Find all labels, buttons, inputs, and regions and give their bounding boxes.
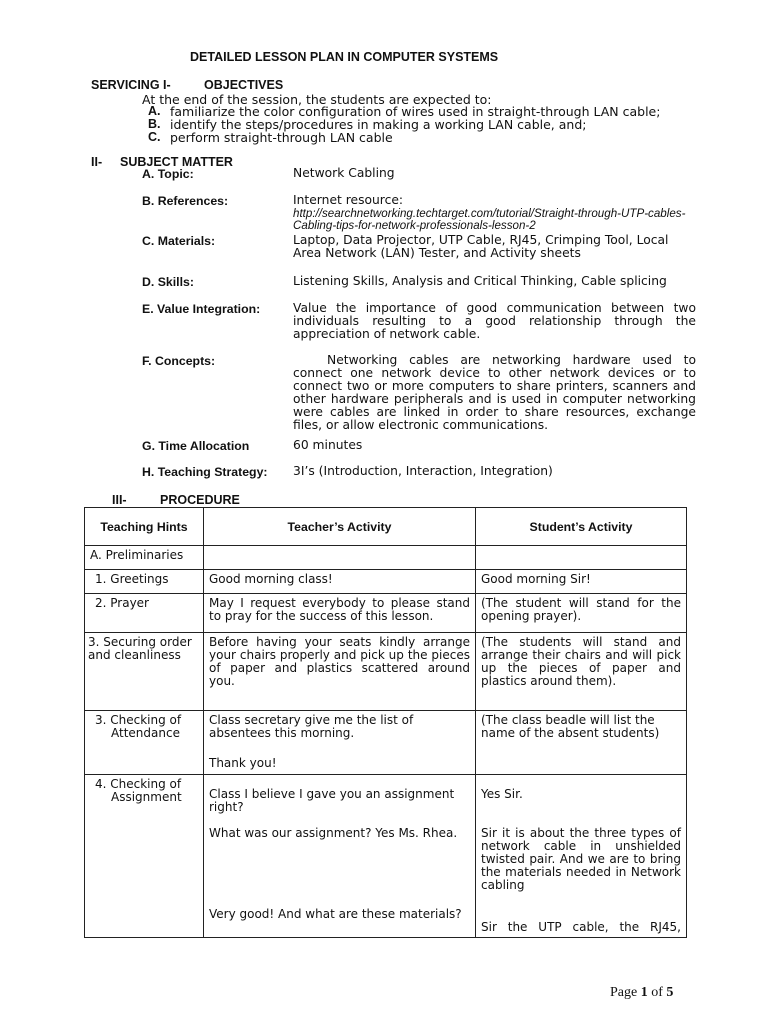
assignment-student-line-2: Sir it is about the three types of network cable in unshielded twisted pair. And we are to bring the materials needed in Network cabling [481, 826, 681, 892]
section-3-heading: PROCEDURE [160, 493, 240, 507]
page-total: 5 [666, 985, 674, 1000]
topic-label: A. Topic: [142, 167, 194, 181]
table-row [85, 633, 687, 711]
teacher-cell: Good morning class! [204, 570, 476, 594]
hint-cell [85, 775, 204, 938]
hint-cell: 3. Securing order and cleanliness [85, 633, 204, 711]
section-3-label: III- [112, 493, 127, 507]
column-header-student-activity: Student’s Activity [476, 508, 687, 546]
skills-label: D. Skills: [142, 275, 194, 289]
table-row [85, 711, 687, 775]
teacher-cell [204, 775, 476, 938]
materials-value: Laptop, Data Projector, UTP Cable, RJ45, Crimping Tool, Local Area Network (LAN) Tester, and Activity sheets [293, 233, 669, 260]
assignment-teacher-line-2: What was our assignment? Yes Ms. Rhea. [209, 826, 458, 840]
objective-b-text: identify the steps/procedures in making a working LAN cable, and; [170, 117, 587, 132]
time-allocation-label: G. Time Allocation [142, 439, 250, 453]
table-row [85, 775, 687, 938]
teacher-cell [204, 711, 476, 775]
objective-b-letter: B. [148, 117, 161, 131]
page-current: 1 [640, 985, 648, 1000]
table-row [85, 546, 687, 570]
section-1-heading: OBJECTIVES [204, 78, 284, 92]
table-row [85, 570, 687, 594]
teaching-strategy-value: 3I’s (Introduction, Interaction, Integration) [293, 464, 553, 478]
hint-cell [85, 711, 204, 775]
objective-c-text: perform straight-through LAN cable [170, 130, 393, 145]
skills-value: Listening Skills, Analysis and Critical Thinking, Cable splicing [293, 274, 667, 288]
value-integration-value: Value the importance of good communication between two individuals resulting to a good relationship through the appreciation of network cable. [293, 301, 696, 341]
teacher-cell: May I request everybody to please stand to pray for the success of this lesson. [204, 594, 476, 633]
assignment-teacher-line-3: Very good! And what are these materials? [209, 907, 462, 921]
student-cell: (The student will stand for the opening prayer). [476, 594, 687, 633]
hint-cell: 2. Prayer [85, 594, 204, 633]
concepts-label: F. Concepts: [142, 354, 216, 368]
column-header-teaching-hints: Teaching Hints [85, 508, 204, 546]
section-1-label: SERVICING I- [91, 78, 171, 92]
student-cell [476, 775, 687, 938]
concepts-value: Networking cables are networking hardware used to connect one network device to other network devices or to connect two or more computers to share printers, scanners and other hardware peripherals and is used in computer networking were cables are linked in order to share resources, exchange files, or allow electronic communications. [293, 353, 696, 432]
lesson-plan-page: DETAILED LESSON PLAN IN COMPUTER SYSTEMS SERVICING I- OBJECTIVES At the end of the session, the students are expected to: A. familiarize the color configuration of wires used in straight-through LAN cable; B. identify the steps/procedures in making a working LAN cable, and; C. perform straight-through LAN cable II- SUBJECT MATTER A. Topic: Network Cabling B. References: Internet resource: http://searchnetworking.techtarget.com/tutorial/Straight-through-UTP-cables-Cabling-tips-for-network-professionals-lesson-2 C. Materials: Laptop, Data Projector, UTP Cable, RJ45, Crimping Tool, Local Area Network (LAN) Tester, and Activity sheets D. Skills: Listening Skills, Analysis and Critical Thinking, Cable splicing E. Value Integration: Value the importance of good communication between two individuals resulting to a good relationship through the appreciation of network cable. F. Concepts: Networking cables are networking hardware used to connect one network device to other network devices or to connect two or more computers to share printers, scanners and other hardware peripherals and is used in computer networking were cables are linked in order to share resources, exchange files, or allow electronic communications. G. Time Allocation 60 minutes H. Teaching Strategy: 3I’s (Introduction, Interaction, Integration) III- PROCEDURE Teaching Hints Teacher’s Activity Student’s Activity A. Preliminaries 1. Greetings Good morning class! Good morning Sir! 2. Prayer May I request everybody to please stand to pray for the success of this lesson. (The student will stand for the opening prayer). 3. Securing order and cleanliness Before having your seats kindly arrange your chairs properly and pick up the pieces of paper and plastics scattered around you. (The students will stand and arrange their chairs and will pick up the pieces of paper and plastics around them). 3. Checking of Attendance Class secretary give me the list of absentees this morning. Thank you! (The class beadle will list the name of the absent students) 4. Checking of Assignment Class I believe I gave you an assignment right? What was our assignment? Yes Ms. Rhea. Very good! And what are these materials? Yes Sir. Sir it is about the three types of network cable in unshielded twisted pair. And we are to bring the materials needed in Network cabling Sir the UTP cable, the RJ45, Page 1 of 5 [0, 0, 768, 1024]
teacher-cell: Before having your seats kindly arrange your chairs properly and pick up the pieces of paper and plastics scattered around you. [204, 633, 476, 711]
reference-link: http://searchnetworking.techtarget.com/tutorial/Straight-through-UTP-cables-Cabling-tips-for-network-professionals-lesson-2 [293, 207, 686, 232]
assignment-hint: 4. Checking of Assignment [95, 777, 182, 804]
time-allocation-value: 60 minutes [293, 438, 363, 452]
table-header-row [85, 508, 687, 546]
attendance-teacher-line-1: Class secretary give me the list of absentees this morning. [209, 713, 414, 740]
materials-label: C. Materials: [142, 234, 216, 248]
section-2-heading: SUBJECT MATTER [120, 155, 233, 169]
page-footer [610, 985, 673, 1001]
hint-cell: 1. Greetings [85, 570, 204, 594]
attendance-hint: 3. Checking of Attendance [95, 713, 182, 740]
references-label: B. References: [142, 194, 229, 208]
objectives-intro: At the end of the session, the students are expected to: [142, 92, 492, 107]
assignment-student-line-1: Yes Sir. [481, 787, 523, 801]
assignment-teacher-line-1: Class I believe I gave you an assignment right? [209, 787, 455, 814]
objective-a-letter: A. [148, 104, 161, 118]
objective-c-letter: C. [148, 130, 161, 144]
assignment-student-line-3: Sir the UTP cable, the RJ45, [481, 920, 681, 934]
page-of: of [651, 985, 663, 1000]
student-cell: (The students will stand and arrange their chairs and will pick up the pieces of paper and plastics around them). [476, 633, 687, 711]
student-cell: (The class beadle will list the name of the absent students) [476, 711, 687, 775]
objective-a-text: familiarize the color configuration of wires used in straight-through LAN cable; [170, 104, 661, 119]
procedure-table [84, 507, 687, 938]
hint-cell: A. Preliminaries [85, 546, 204, 570]
table-row [85, 594, 687, 633]
section-2-label: II- [91, 155, 103, 169]
teaching-strategy-label: H. Teaching Strategy: [142, 465, 268, 479]
references-value: Internet resource: [293, 193, 404, 207]
page-prefix: Page [610, 985, 638, 1000]
column-header-teacher-activity: Teacher’s Activity [204, 508, 476, 546]
student-cell [476, 546, 687, 570]
student-cell: Good morning Sir! [476, 570, 687, 594]
topic-value: Network Cabling [293, 166, 395, 180]
value-integration-label: E. Value Integration: [142, 302, 261, 316]
teacher-cell [204, 546, 476, 570]
attendance-teacher-line-2: Thank you! [209, 756, 277, 770]
